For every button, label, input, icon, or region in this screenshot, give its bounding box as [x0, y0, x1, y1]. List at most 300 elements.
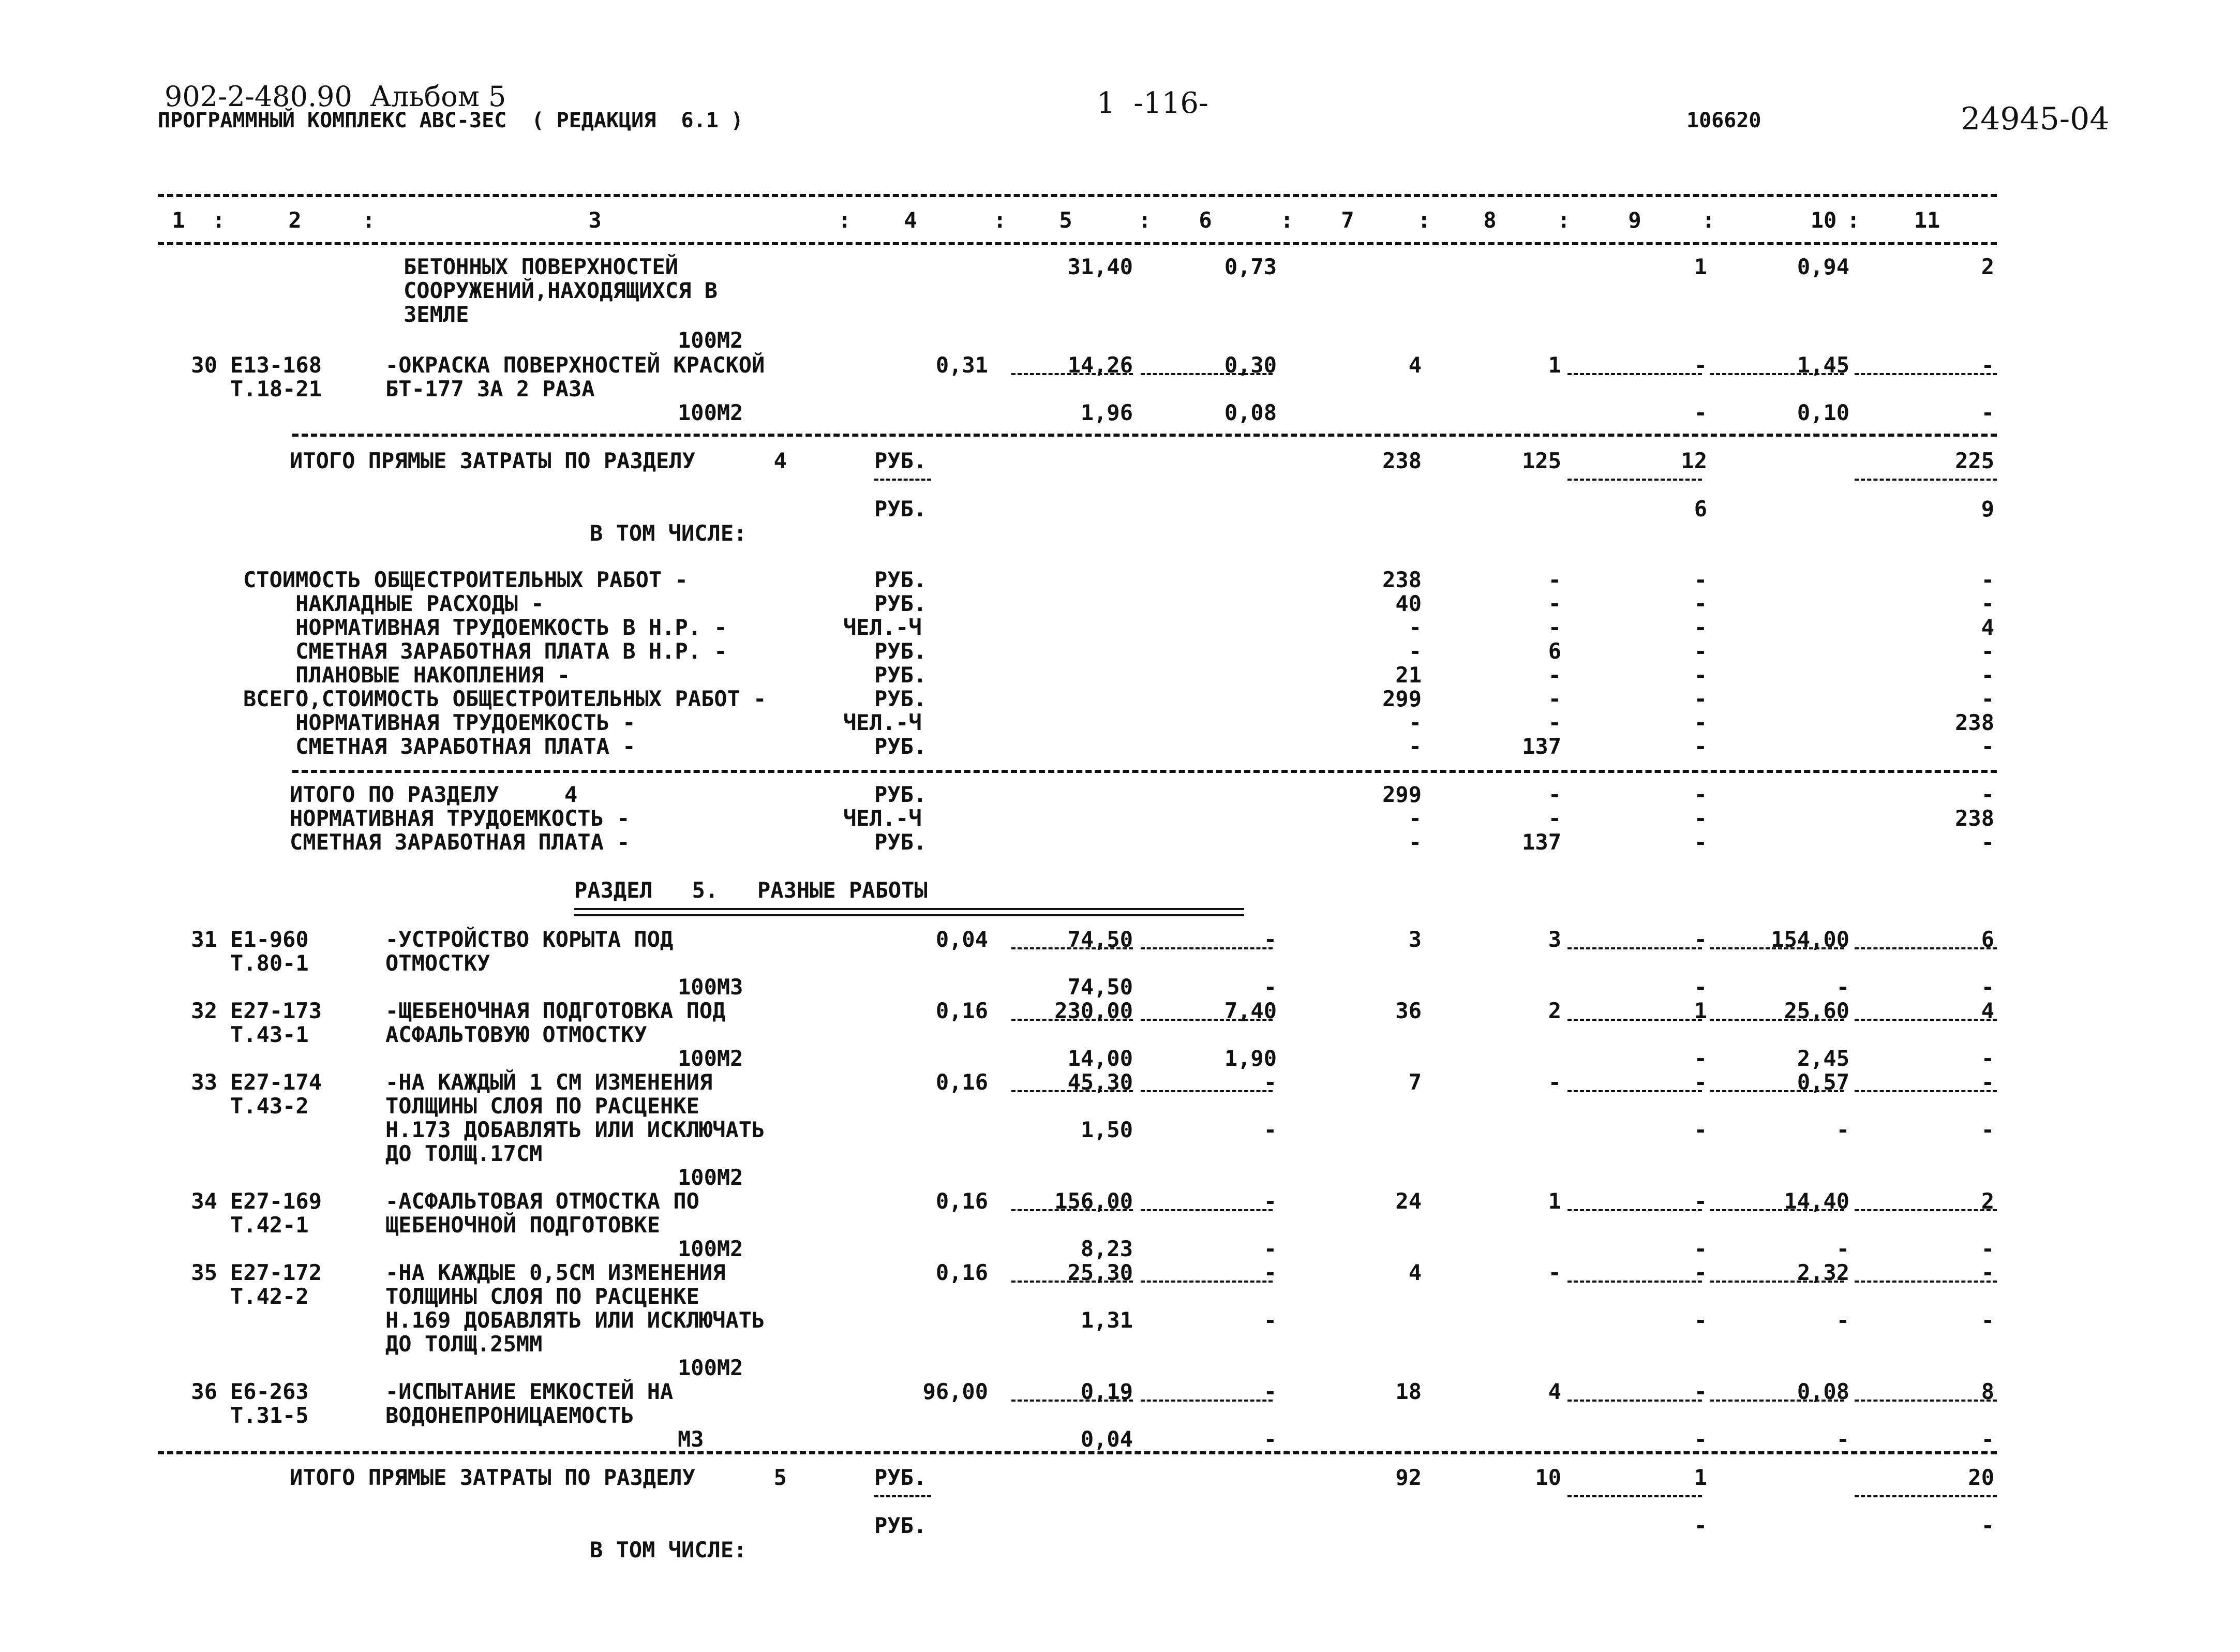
cell-c8: -: [1548, 1069, 1561, 1095]
subtotal-dash: [1710, 1019, 1844, 1021]
cell-c4: 0,16: [935, 998, 988, 1023]
cell-c11: 9: [1981, 496, 1994, 522]
cell-c7: 18: [1395, 1379, 1422, 1404]
cell-c7: 92: [1395, 1465, 1422, 1490]
rate-table: Т.18-21: [230, 376, 322, 401]
entry-number: 33: [191, 1069, 217, 1095]
cell-c11: 4: [1981, 998, 1994, 1023]
cell-c5b: 0,04: [1080, 1426, 1133, 1452]
cell-c11: -: [1981, 686, 1994, 711]
unit-label: РУБ.: [874, 638, 927, 664]
column-header: 5: [1059, 207, 1072, 233]
cell-c4: 0,16: [935, 1069, 988, 1095]
subtotal-dash: [1011, 1090, 1133, 1092]
cell-c11: -: [1981, 591, 1994, 616]
cell-c8: 2: [1548, 998, 1561, 1023]
subtotal-dash: [1710, 1281, 1844, 1283]
rate-table: Т.43-1: [230, 1022, 309, 1047]
unit-label: РУБ.: [874, 591, 927, 616]
section-rule: [292, 434, 1997, 437]
cell-c9: -: [1694, 734, 1707, 759]
rate-table: Т.80-1: [230, 950, 309, 976]
document-number: 24945-04: [1961, 101, 2110, 137]
cell-c8: -: [1548, 591, 1561, 616]
cell-c5b: 14,00: [1067, 1046, 1133, 1071]
cell-c7: 36: [1395, 998, 1422, 1023]
entry-number: 36: [191, 1379, 217, 1404]
cell-c5b: 74,50: [1067, 974, 1133, 1000]
cell-c5b: 8,23: [1080, 1236, 1133, 1261]
column-divider: :: [212, 207, 226, 233]
subtotal-dash: [1855, 1090, 1997, 1092]
summary-label: СМЕТНАЯ ЗАРАБОТНАЯ ПЛАТА В Н.Р. -: [243, 638, 727, 664]
cell-c9: -: [1694, 638, 1707, 664]
column-header: 1: [172, 207, 185, 233]
cell-c11: -: [1981, 734, 1994, 759]
cell-c10b: -: [1836, 1236, 1849, 1261]
cell-c6: -: [1263, 1260, 1277, 1285]
unit-label: РУБ.: [874, 686, 927, 711]
summary-label: ИТОГО ПО РАЗДЕЛУ 4: [290, 782, 578, 807]
unit-measure: 100М2: [678, 1236, 743, 1261]
cell-c7: 238: [1382, 567, 1422, 592]
subtotal-dash: [1141, 1090, 1273, 1092]
cell-c11: 238: [1955, 710, 1994, 735]
cell-c9: -: [1694, 710, 1707, 735]
column-header: 8: [1483, 207, 1497, 233]
cell-c8: 137: [1522, 829, 1561, 855]
total-label: ИТОГО ПРЯМЫЕ ЗАТРАТЫ ПО РАЗДЕЛУ 4: [290, 448, 787, 473]
summary-label: ПЛАНОВЫЕ НАКОПЛЕНИЯ -: [243, 662, 571, 688]
section-rule: [292, 770, 1997, 773]
cell-c7: 24: [1395, 1188, 1422, 1214]
column-header: 9: [1628, 207, 1641, 233]
cell-c6b: -: [1263, 1117, 1277, 1142]
subtotal-dash: [1141, 1209, 1273, 1211]
column-divider: :: [362, 207, 376, 233]
subtotal-dash: [1141, 1281, 1273, 1283]
work-description: -ИСПЫТАНИЕ ЕМКОСТЕЙ НА: [385, 1379, 674, 1404]
cell-c7: -: [1408, 829, 1422, 855]
work-description: -АСФАЛЬТОВАЯ ОТМОСТКА ПО: [385, 1188, 699, 1214]
subtotal-dash: [1567, 1281, 1702, 1283]
album-title: 902-2-480.90 Альбом 5: [165, 80, 506, 113]
cell-c6b: 0,08: [1224, 400, 1277, 425]
cell-c4: 0,16: [935, 1260, 988, 1285]
cell-c5: 0,19: [1080, 1379, 1133, 1404]
cell-c5: 74,50: [1067, 927, 1133, 952]
cell-c10b: 2,45: [1797, 1046, 1849, 1071]
cell-c9: -: [1694, 591, 1707, 616]
cell-c9: -: [1694, 662, 1707, 688]
subtotal-dash: [1855, 947, 1997, 949]
work-description: ТОЛЩИНЫ СЛОЯ ПО РАСЦЕНКЕ: [385, 1284, 699, 1309]
work-description: ВОДОНЕПРОНИЦАЕМОСТЬ: [385, 1403, 634, 1428]
subtotal-dash: [1011, 373, 1133, 375]
cell-c11: 8: [1981, 1379, 1994, 1404]
cell-c11b: -: [1981, 1046, 1994, 1071]
work-description: ОТМОСТКУ: [385, 950, 490, 976]
cell-c10: 0,94: [1797, 254, 1849, 279]
cell-c10: 0,57: [1797, 1069, 1849, 1095]
cell-c10: 2,32: [1797, 1260, 1849, 1285]
work-description: Н.169 ДОБАВЛЯТЬ ИЛИ ИСКЛЮЧАТЬ: [385, 1307, 765, 1333]
cell-c7: -: [1408, 734, 1422, 759]
cell-c11: -: [1981, 1260, 1994, 1285]
cell-c10b: -: [1836, 1117, 1849, 1142]
cell-c7: -: [1408, 638, 1422, 664]
cell-c11: -: [1981, 1069, 1994, 1095]
cell-c10: 154,00: [1771, 927, 1849, 952]
work-description: ЩЕБЕНОЧНОЙ ПОДГОТОВКЕ: [385, 1212, 661, 1238]
unit-label: РУБ.: [874, 782, 927, 807]
subtotal-dash: [874, 479, 931, 481]
cell-c11: -: [1981, 829, 1994, 855]
cell-c7: 3: [1408, 927, 1422, 952]
summary-label: ВСЕГО,СТОИМОСТЬ ОБЩЕСТРОИТЕЛЬНЫХ РАБОТ -: [243, 686, 767, 711]
cell-c8: 10: [1535, 1465, 1561, 1490]
cell-c7: 299: [1382, 686, 1422, 711]
cell-c11: 6: [1981, 927, 1994, 952]
cell-c9: -: [1694, 686, 1707, 711]
cell-c10: 0,08: [1797, 1379, 1849, 1404]
subtotal-dash: [1710, 373, 1844, 375]
subtotal-dash: [1855, 1495, 1997, 1497]
section-rule: [158, 1451, 1997, 1454]
subtotal-dash: [1011, 1400, 1133, 1402]
cell-c8: -: [1548, 662, 1561, 688]
unit-measure: 100М2: [678, 328, 743, 353]
subtotal-dash: [1855, 373, 1997, 375]
cell-c7: -: [1408, 806, 1422, 831]
rate-table: Т.42-1: [230, 1212, 309, 1238]
cell-c10: 1,45: [1797, 352, 1849, 378]
unit-measure: 100М2: [678, 400, 743, 425]
unit-label: ЧЕЛ.-Ч: [843, 806, 922, 831]
total-label: ИТОГО ПРЯМЫЕ ЗАТРАТЫ ПО РАЗДЕЛУ 5: [290, 1465, 787, 1490]
cell-c8: -: [1548, 806, 1561, 831]
work-description: -УСТРОЙСТВО КОРЫТА ПОД: [385, 927, 674, 952]
cell-c10b: 0,10: [1797, 400, 1849, 425]
cell-c9b: -: [1694, 974, 1707, 1000]
work-description: ТОЛЩИНЫ СЛОЯ ПО РАСЦЕНКЕ: [385, 1093, 699, 1119]
cell-c10b: -: [1836, 1307, 1849, 1333]
cell-c7: -: [1408, 710, 1422, 735]
summary-label: НАКЛАДНЫЕ РАСХОДЫ -: [243, 591, 544, 616]
cell-c9: -: [1694, 352, 1707, 378]
unit-label: ЧЕЛ.-Ч: [843, 710, 922, 735]
cell-c9b: -: [1694, 1426, 1707, 1452]
cell-c11: -: [1981, 662, 1994, 688]
work-description: СООРУЖЕНИЙ,НАХОДЯЩИХСЯ В: [404, 278, 718, 303]
unit-label: РУБ.: [874, 662, 927, 688]
subtotal-dash: [1141, 1019, 1273, 1021]
unit-measure: 100М2: [678, 1355, 743, 1380]
column-header: 10: [1810, 207, 1837, 233]
column-divider: :: [1417, 207, 1431, 233]
rate-code: Е13-168: [230, 352, 322, 378]
unit-label: РУБ.: [874, 448, 927, 473]
column-header: 4: [904, 207, 917, 233]
cell-c11: -: [1981, 567, 1994, 592]
work-description: ЗЕМЛЕ: [404, 302, 469, 327]
cell-c11: -: [1981, 782, 1994, 807]
cell-c7: 4: [1408, 1260, 1422, 1285]
summary-label: НОРМАТИВНАЯ ТРУДОЕМКОСТЬ -: [243, 710, 636, 735]
cell-c5b: 1,96: [1080, 400, 1133, 425]
cell-c11b: -: [1981, 1307, 1994, 1333]
entry-number: 35: [191, 1260, 217, 1285]
including-label: В ТОМ ЧИСЛЕ:: [590, 520, 747, 546]
cell-c8: -: [1548, 567, 1561, 592]
work-description: -ЩЕБЕНОЧНАЯ ПОДГОТОВКА ПОД: [385, 998, 726, 1023]
entry-number: 34: [191, 1188, 217, 1214]
cell-c9: -: [1694, 782, 1707, 807]
unit-label: РУБ.: [874, 1465, 927, 1490]
unit-label: РУБ.: [874, 1513, 927, 1538]
entry-number: 30: [191, 352, 217, 378]
column-divider: :: [1280, 207, 1294, 233]
subtotal-dash: [1710, 1209, 1844, 1211]
summary-label: СТОИМОСТЬ ОБЩЕСТРОИТЕЛЬНЫХ РАБОТ -: [243, 567, 688, 592]
section-title: РАЗДЕЛ 5. РАЗНЫЕ РАБОТЫ: [574, 877, 928, 903]
summary-label: НОРМАТИВНАЯ ТРУДОЕМКОСТЬ -: [290, 806, 630, 831]
cell-c8: 137: [1522, 734, 1561, 759]
subtotal-dash: [1567, 1090, 1702, 1092]
cell-c8: -: [1548, 686, 1561, 711]
cell-c6b: -: [1263, 974, 1277, 1000]
subtotal-dash: [874, 1495, 931, 1497]
work-description: АСФАЛЬТОВУЮ ОТМОСТКУ: [385, 1022, 647, 1047]
cell-c5: 230,00: [1054, 998, 1133, 1023]
cell-c9: 6: [1694, 496, 1707, 522]
work-description: БЕТОННЫХ ПОВЕРХНОСТЕЙ: [404, 254, 679, 279]
work-description: Н.173 ДОБАВЛЯТЬ ИЛИ ИСКЛЮЧАТЬ: [385, 1117, 765, 1142]
cell-c9: -: [1694, 1069, 1707, 1095]
cell-c9: -: [1694, 567, 1707, 592]
work-description: -ОКРАСКА ПОВЕРХНОСТЕЙ КРАСКОЙ: [385, 352, 765, 378]
entry-number: 32: [191, 998, 217, 1023]
cell-c8: 125: [1522, 448, 1561, 473]
section-title-underline: [574, 908, 1244, 916]
cell-c6: -: [1263, 927, 1277, 952]
cell-c7: 299: [1382, 782, 1422, 807]
rate-code: Е1-960: [230, 927, 309, 952]
column-divider: :: [1138, 207, 1152, 233]
cell-c6: -: [1263, 1188, 1277, 1214]
cell-c10b: -: [1836, 974, 1849, 1000]
subtotal-dash: [1141, 947, 1273, 949]
subtotal-dash: [1011, 1209, 1133, 1211]
summary-label: СМЕТНАЯ ЗАРАБОТНАЯ ПЛАТА -: [290, 829, 630, 855]
cell-c6b: -: [1263, 1426, 1277, 1452]
cell-c7: 21: [1395, 662, 1422, 688]
unit-label: РУБ.: [874, 567, 927, 592]
subtotal-dash: [1141, 1400, 1273, 1402]
cell-c10: 25,60: [1784, 998, 1849, 1023]
cell-c6b: 1,90: [1224, 1046, 1277, 1071]
cell-c9b: -: [1694, 1307, 1707, 1333]
cell-c4: 0,31: [935, 352, 988, 378]
subtotal-dash: [1855, 1019, 1997, 1021]
cell-c5: 45,30: [1067, 1069, 1133, 1095]
subtotal-dash: [1567, 1019, 1702, 1021]
rate-code: Е27-169: [230, 1188, 322, 1214]
cell-c9: -: [1694, 1513, 1707, 1538]
cell-c8: 1: [1548, 352, 1561, 378]
subtotal-dash: [1710, 1090, 1844, 1092]
cell-c11: 2: [1981, 1188, 1994, 1214]
cell-c11: -: [1981, 352, 1994, 378]
subtotal-dash: [1855, 479, 1997, 481]
cell-c9: -: [1694, 806, 1707, 831]
column-divider: :: [838, 207, 852, 233]
unit-label: РУБ.: [874, 829, 927, 855]
cell-c8: 1: [1548, 1188, 1561, 1214]
cell-c9: 1: [1694, 1465, 1707, 1490]
code-number: 106620: [1686, 109, 1761, 132]
rate-table: Т.43-2: [230, 1093, 309, 1119]
subtotal-dash: [1011, 1281, 1133, 1283]
subtotal-dash: [1567, 479, 1702, 481]
cell-c11: -: [1981, 638, 1994, 664]
cell-c6: -: [1263, 1069, 1277, 1095]
cell-c4: 0,04: [935, 927, 988, 952]
unit-measure: 100М2: [678, 1165, 743, 1190]
work-description: ДО ТОЛЩ.25ММ: [385, 1331, 543, 1357]
column-divider: :: [1847, 207, 1860, 233]
cell-c11: 225: [1955, 448, 1994, 473]
rate-code: Е6-263: [230, 1379, 309, 1404]
cell-c7: 40: [1395, 591, 1422, 616]
cell-c9: 1: [1694, 998, 1707, 1023]
work-description: -НА КАЖДЫЕ 0,5СМ ИЗМЕНЕНИЯ: [385, 1260, 726, 1285]
unit-measure: 100М3: [678, 974, 743, 1000]
cell-c11: 4: [1981, 615, 1994, 640]
column-divider: :: [1557, 207, 1571, 233]
page-mark: 1 -116-: [1097, 86, 1208, 120]
cell-c8: 3: [1548, 927, 1561, 952]
summary-label: СМЕТНАЯ ЗАРАБОТНАЯ ПЛАТА -: [243, 734, 636, 759]
cell-c11: 2: [1981, 254, 1994, 279]
cell-c9: 12: [1681, 448, 1707, 473]
work-description: ДО ТОЛЩ.17СМ: [385, 1141, 543, 1166]
column-header: 7: [1341, 207, 1354, 233]
unit-measure: М3: [678, 1426, 704, 1452]
cell-c5: 156,00: [1054, 1188, 1133, 1214]
cell-c5: 25,30: [1067, 1260, 1133, 1285]
unit-measure: 100М2: [678, 1046, 743, 1071]
unit-label: РУБ.: [874, 734, 927, 759]
cell-c11b: -: [1981, 1236, 1994, 1261]
cell-c9: 1: [1694, 254, 1707, 279]
program-title: ПРОГРАММНЫЙ КОМПЛЕКС АВС-3ЕС ( РЕДАКЦИЯ 6.1 ): [158, 109, 743, 132]
entry-number: 31: [191, 927, 217, 952]
cell-c5b: 1,31: [1080, 1307, 1133, 1333]
table-top-rule: [158, 194, 1997, 197]
cell-c11b: -: [1981, 1117, 1994, 1142]
unit-label: РУБ.: [874, 496, 927, 522]
cell-c6b: -: [1263, 1236, 1277, 1261]
cell-c11b: -: [1981, 974, 1994, 1000]
rate-code: Е27-172: [230, 1260, 322, 1285]
cell-c8: -: [1548, 615, 1561, 640]
cell-c9b: -: [1694, 1117, 1707, 1142]
subtotal-dash: [1567, 1495, 1702, 1497]
column-header: 6: [1199, 207, 1212, 233]
subtotal-dash: [1855, 1400, 1997, 1402]
cell-c8: -: [1548, 1260, 1561, 1285]
cell-c8: 6: [1548, 638, 1561, 664]
column-header: 11: [1914, 207, 1940, 233]
cell-c7: -: [1408, 615, 1422, 640]
cell-c9b: -: [1694, 1046, 1707, 1071]
subtotal-dash: [1567, 947, 1702, 949]
subtotal-dash: [1567, 373, 1702, 375]
cell-c11b: -: [1981, 400, 1994, 425]
cell-c11: 238: [1955, 806, 1994, 831]
column-header: 2: [288, 207, 302, 233]
rate-table: Т.42-2: [230, 1284, 309, 1309]
cell-c11: 20: [1968, 1465, 1994, 1490]
cell-c6: 7,40: [1224, 998, 1277, 1023]
cell-c9: -: [1694, 829, 1707, 855]
column-divider: :: [1702, 207, 1715, 233]
including-label: В ТОМ ЧИСЛЕ:: [590, 1537, 747, 1562]
cell-c6: -: [1263, 1379, 1277, 1404]
cell-c8: -: [1548, 710, 1561, 735]
cell-c5: 14,26: [1067, 352, 1133, 378]
subtotal-dash: [1855, 1281, 1997, 1283]
cell-c9b: -: [1694, 1236, 1707, 1261]
subtotal-dash: [1710, 947, 1844, 949]
cell-c5b: 1,50: [1080, 1117, 1133, 1142]
cell-c10b: -: [1836, 1426, 1849, 1452]
subtotal-dash: [1141, 373, 1273, 375]
cell-c7: 7: [1408, 1069, 1422, 1095]
cell-c7: 238: [1382, 448, 1422, 473]
work-description: БТ-177 ЗА 2 РАЗА: [385, 376, 595, 401]
rate-code: Е27-173: [230, 998, 322, 1023]
rate-code: Е27-174: [230, 1069, 322, 1095]
cell-c9: -: [1694, 1188, 1707, 1214]
subtotal-dash: [1567, 1209, 1702, 1211]
column-header: 3: [588, 207, 602, 233]
cell-c4: 96,00: [922, 1379, 988, 1404]
cell-c8: 4: [1548, 1379, 1561, 1404]
rate-table: Т.31-5: [230, 1403, 309, 1428]
subtotal-dash: [1011, 947, 1133, 949]
column-divider: :: [993, 207, 1007, 233]
cell-c8: -: [1548, 782, 1561, 807]
cell-c4: 0,16: [935, 1188, 988, 1214]
cell-c9: -: [1694, 927, 1707, 952]
cell-c10: 14,40: [1784, 1188, 1849, 1214]
work-description: -НА КАЖДЫЙ 1 СМ ИЗМЕНЕНИЯ: [385, 1069, 713, 1095]
cell-c5: 31,40: [1067, 254, 1133, 279]
subtotal-dash: [1855, 1209, 1997, 1211]
cell-c6b: -: [1263, 1307, 1277, 1333]
cell-c6: 0,30: [1224, 352, 1277, 378]
cell-c9: -: [1694, 1379, 1707, 1404]
cell-c6: 0,73: [1224, 254, 1277, 279]
cell-c11: -: [1981, 1513, 1994, 1538]
subtotal-dash: [1011, 1019, 1133, 1021]
cell-c9: -: [1694, 1260, 1707, 1285]
summary-label: НОРМАТИВНАЯ ТРУДОЕМКОСТЬ В Н.Р. -: [243, 615, 727, 640]
unit-label: ЧЕЛ.-Ч: [843, 615, 922, 640]
cell-c11b: -: [1981, 1426, 1994, 1452]
